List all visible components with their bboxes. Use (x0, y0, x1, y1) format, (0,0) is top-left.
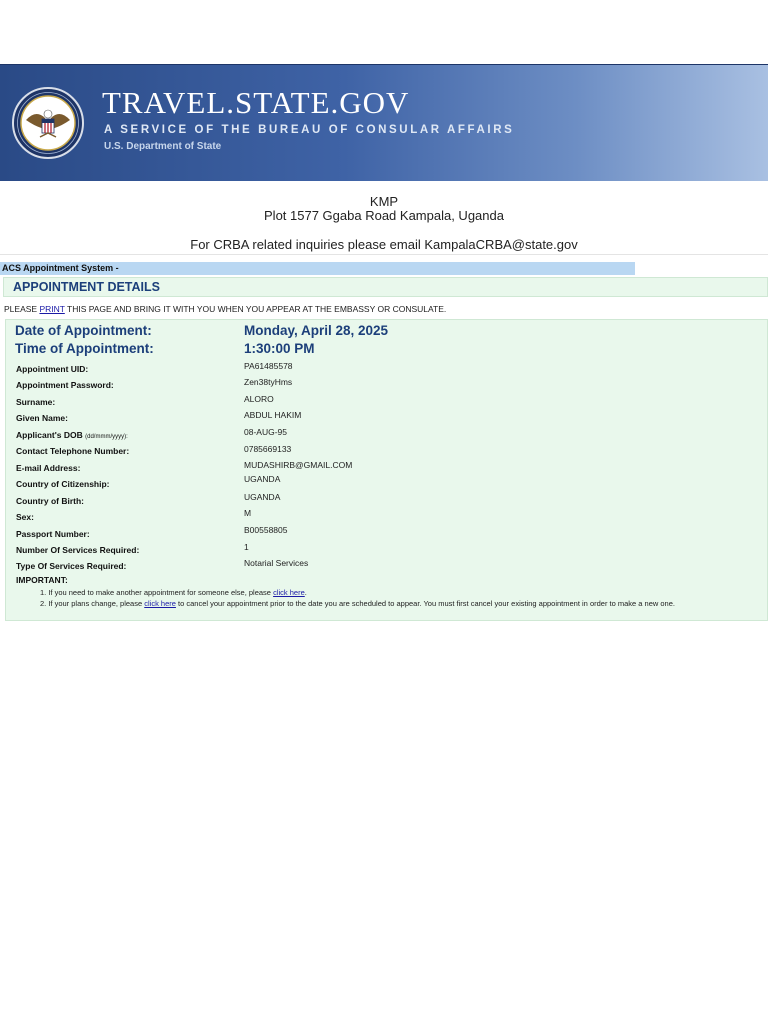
important-note-1 (40, 588, 307, 597)
email-value: MUDASHIRB@GMAIL.COM (244, 460, 353, 470)
office-address: Plot 1577 Ggaba Road Kampala, Uganda (264, 208, 504, 223)
important-label: IMPORTANT: (16, 575, 68, 585)
office-code: KMP (369, 194, 399, 209)
uid-label: Appointment UID: (16, 364, 89, 374)
department-name: U.S. Department of State (104, 141, 222, 152)
passport-value: B00558805 (244, 525, 288, 535)
surname-label: Surname: (16, 397, 56, 407)
services-count-value: 1 (244, 542, 249, 552)
section-title: APPOINTMENT DETAILS (13, 280, 160, 294)
dob-label-text: Applicant's DOB (16, 430, 83, 440)
site-title: TRAVEL.STATE.GOV (102, 85, 410, 120)
service-type-label: Type Of Services Required: (16, 561, 127, 571)
birth-country-label: Country of Birth: (16, 496, 84, 506)
sex-label: Sex: (16, 512, 34, 522)
given-name-label: Given Name: (16, 413, 68, 423)
divider (0, 254, 768, 255)
date-label: Date of Appointment: (15, 323, 152, 338)
birth-country-value: UGANDA (244, 492, 281, 502)
cancel-appointment-link[interactable]: click here (144, 599, 176, 608)
note-2-after: to cancel your appointment prior to the date you are scheduled to appear. You must first cancel your existing appointment in order to make a new one. (175, 599, 675, 608)
phone-value: 0785669133 (244, 444, 292, 454)
given-name-value: ABDUL HAKIM (244, 410, 302, 420)
print-note-before: PLEASE (4, 304, 40, 314)
password-value: Zen38tyHms (244, 377, 293, 387)
email-label: E-mail Address: (16, 463, 81, 473)
dob-label (16, 430, 128, 440)
inquiry-email-text: For CRBA related inquiries please email KampalaCRBA@state.gov (190, 237, 578, 252)
citizenship-label: Country of Citizenship: (16, 479, 110, 489)
phone-label: Contact Telephone Number: (16, 446, 130, 456)
dob-format-hint: (dd/mmm/yyyy): (85, 434, 128, 440)
services-count-label: Number Of Services Required: (16, 545, 140, 555)
uid-value: PA61485578 (244, 361, 293, 371)
sex-value: M (244, 508, 252, 518)
date-value: Monday, April 28, 2025 (244, 323, 389, 338)
site-subtitle: A SERVICE OF THE BUREAU OF CONSULAR AFFAIRS (104, 124, 515, 136)
print-instruction (4, 304, 446, 314)
section-header (3, 277, 768, 297)
time-value: 1:30:00 PM (244, 341, 315, 356)
site-banner (0, 64, 768, 181)
important-note-2 (40, 599, 675, 608)
note-1-before: 1. If you need to make another appointment for someone else, please (40, 588, 274, 597)
citizenship-value: UGANDA (244, 474, 281, 484)
service-type-value: Notarial Services (244, 558, 309, 568)
surname-value: ALORO (244, 394, 274, 404)
system-bar: ACS Appointment System - (0, 262, 635, 275)
note-2-before: 2. If your plans change, please (40, 599, 145, 608)
note-1-after: . (304, 588, 307, 597)
password-label: Appointment Password: (16, 380, 114, 390)
new-appointment-link[interactable]: click here (273, 588, 305, 597)
passport-label: Passport Number: (16, 529, 90, 539)
print-note-after: THIS PAGE AND BRING IT WITH YOU WHEN YOU APPEAR AT THE EMBASSY OR CONSULATE. (64, 304, 447, 314)
department-of-state-seal-icon (12, 87, 84, 159)
print-link[interactable]: PRINT (39, 304, 65, 314)
appointment-details-panel (5, 319, 768, 621)
time-label: Time of Appointment: (15, 341, 154, 356)
dob-value: 08-AUG-95 (244, 427, 287, 437)
